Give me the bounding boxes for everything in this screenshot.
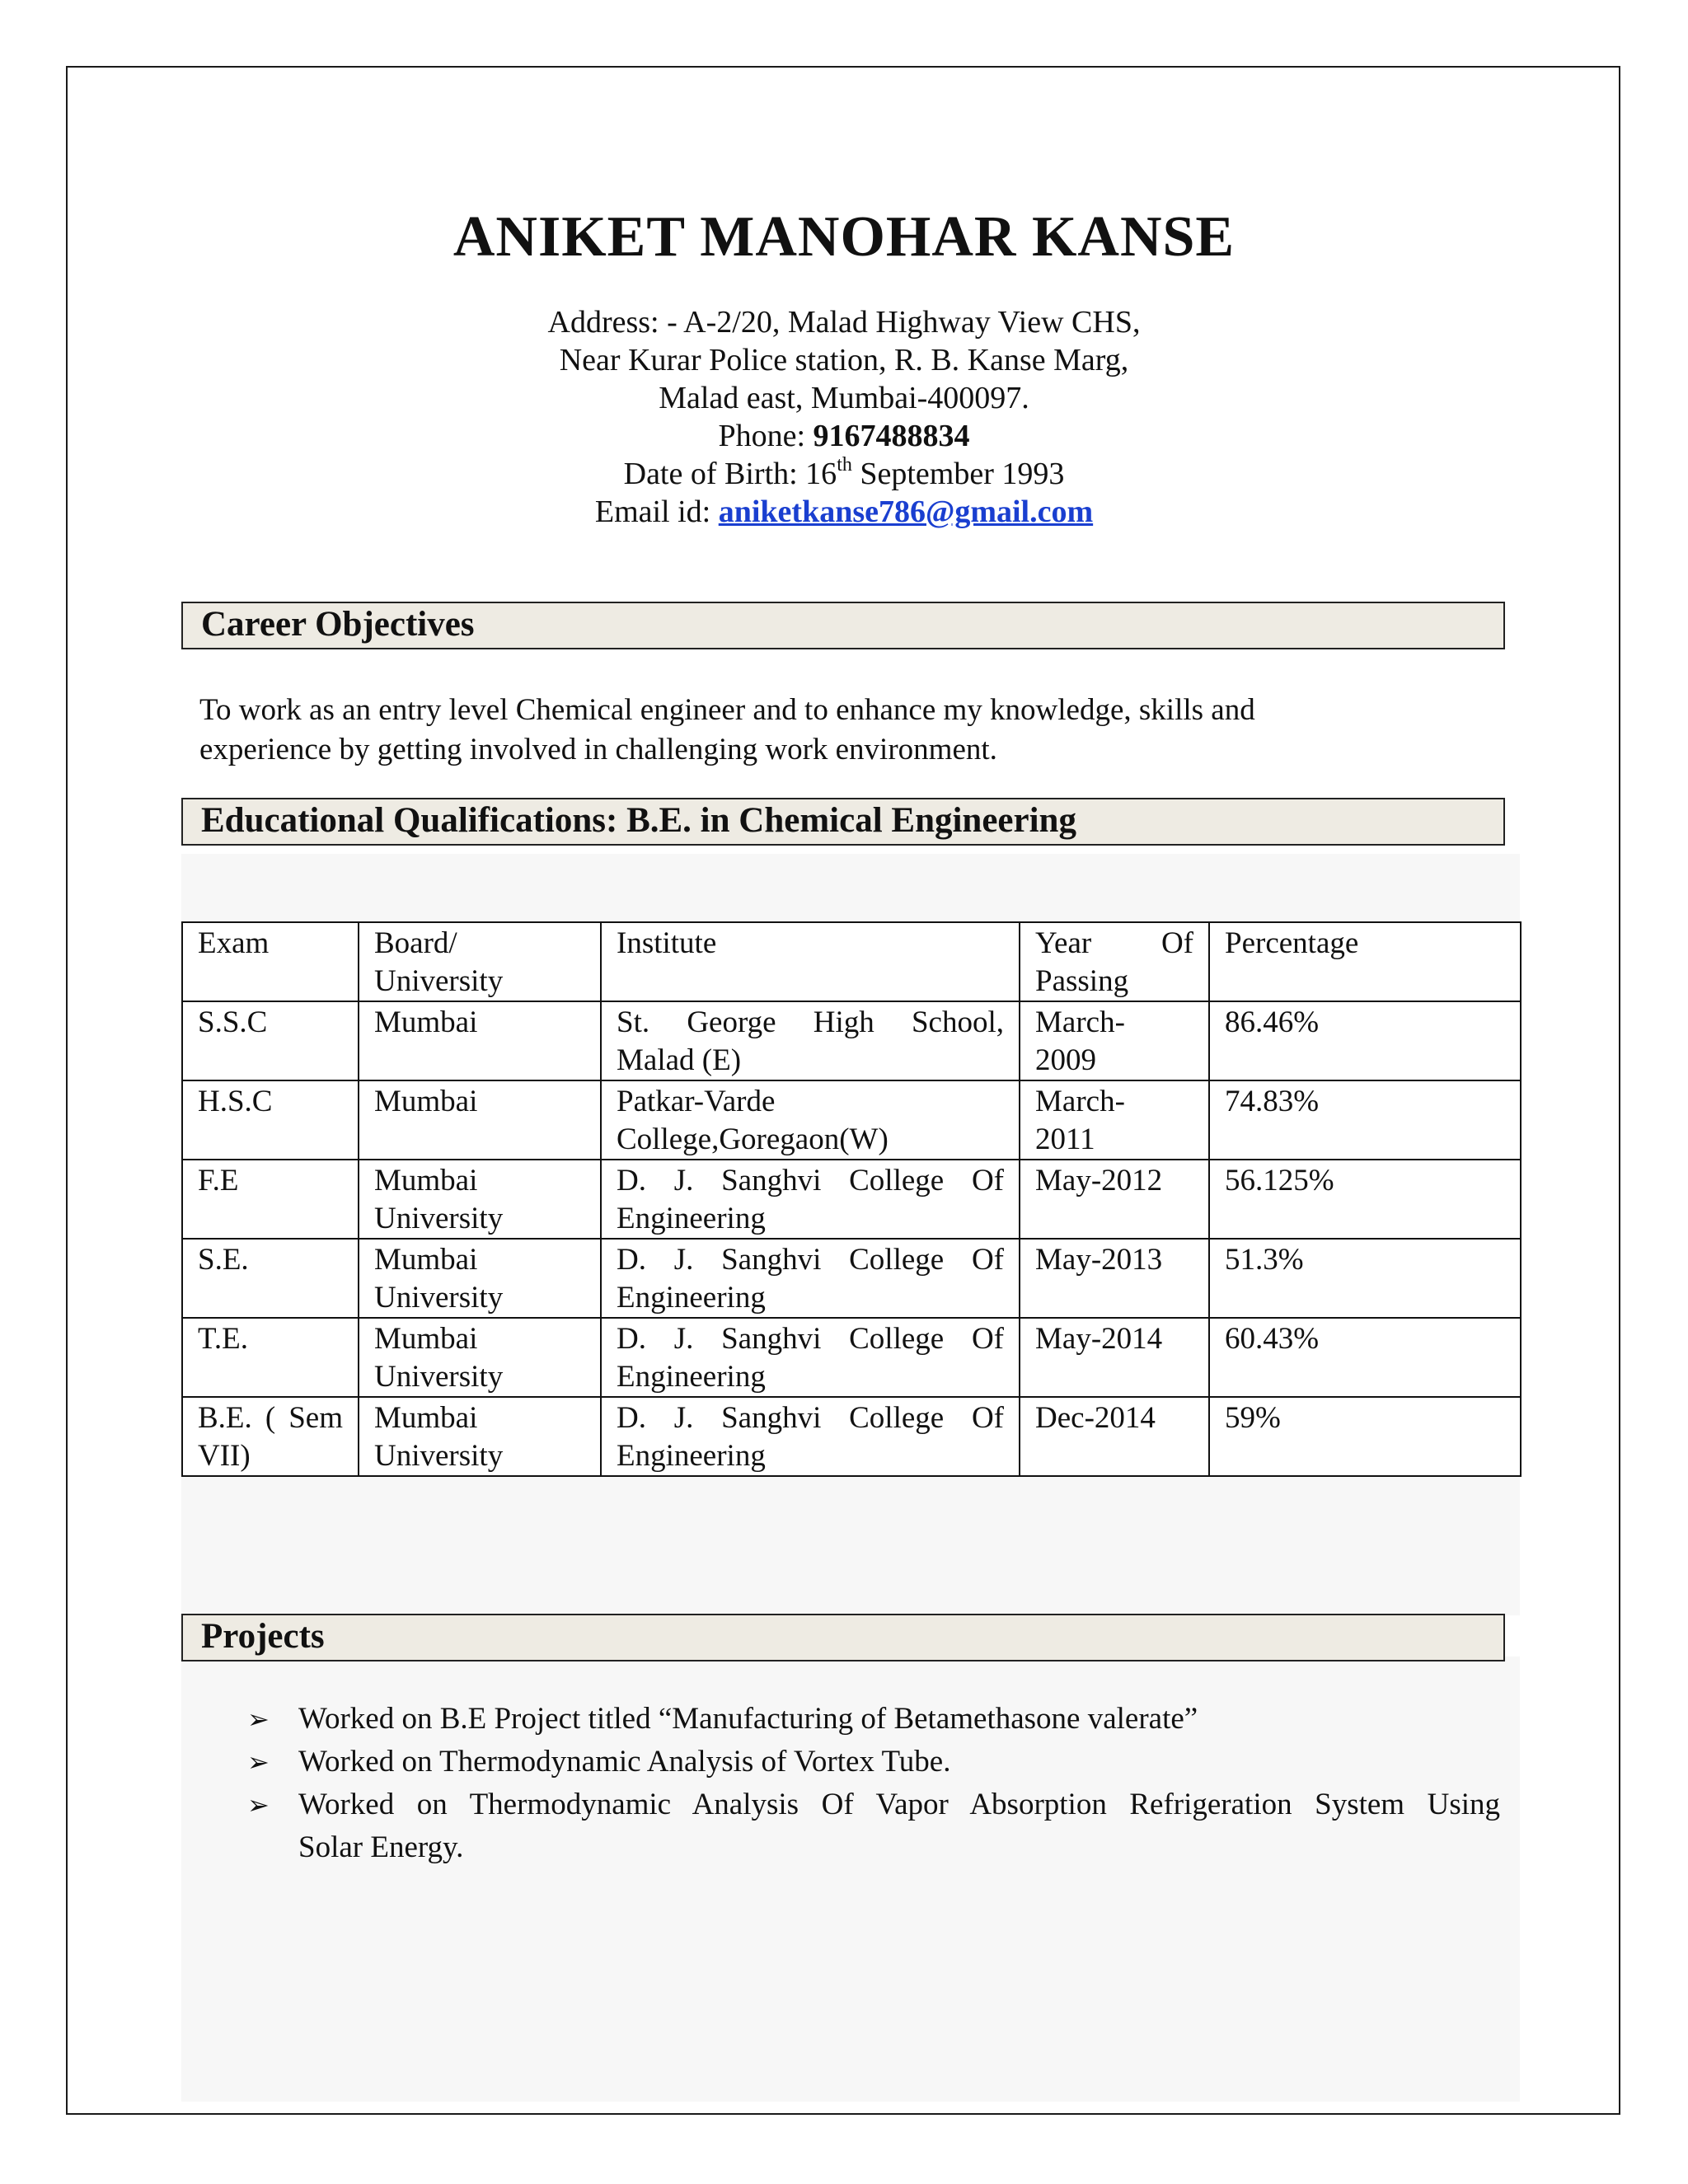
cell-exam	[182, 1160, 359, 1239]
objective-line-1: To work as an entry level Chemical engineer and to enhance my knowledge, skills and	[199, 693, 1255, 727]
cell-percentage: 59%	[1209, 1397, 1521, 1476]
email-line	[0, 493, 1688, 531]
cell-year	[1020, 1397, 1209, 1476]
cell-institute-line-2: Engineering	[617, 1360, 766, 1394]
cell-institute-line-1: D. J. Sanghvi College Of	[617, 1243, 1004, 1277]
dob-suffix: th	[837, 454, 852, 476]
education-table	[181, 921, 1522, 1477]
address-line-1: Address: - A-2/20, Malad Highway View CHS,	[547, 305, 1141, 340]
cell-board-line-2: University	[374, 1281, 504, 1315]
cell-board-line-1: Mumbai	[374, 1005, 478, 1039]
cell-board-line-1: Mumbai	[374, 1401, 478, 1435]
list-item	[247, 1741, 1500, 1783]
cell-institute-line-2: College,Goregaon(W)	[617, 1122, 889, 1156]
table-row	[182, 1239, 1521, 1318]
phone-label: Phone:	[718, 419, 814, 453]
cell-year	[1020, 1001, 1209, 1080]
cell-exam-line-1: F.E	[198, 1164, 239, 1197]
cell-year	[1020, 1239, 1209, 1318]
cell-institute-line-1: St. George High School,	[617, 1005, 1004, 1039]
cell-exam-line-1: H.S.C	[198, 1085, 273, 1118]
project-line-1: Worked on B.E Project titled “Manufacturing of Betamethasone valerate”	[298, 1702, 1198, 1736]
cell-year-line-1: May-2013	[1035, 1243, 1163, 1277]
list-item	[247, 1698, 1500, 1741]
header-board	[359, 922, 601, 1001]
cell-year-line-2: 2009	[1035, 1043, 1096, 1077]
cell-year	[1020, 1318, 1209, 1397]
arrow-bullet-icon: ➢	[247, 1704, 270, 1735]
candidate-name: ANIKET MANOHAR KANSE	[452, 205, 1236, 269]
cell-board	[359, 1239, 601, 1318]
table-row	[182, 1397, 1521, 1476]
cell-institute	[601, 1160, 1020, 1239]
cell-institute-line-2: Malad (E)	[617, 1043, 742, 1077]
projects-heading: Projects	[181, 1614, 1505, 1661]
cell-exam-line-2: VII)	[198, 1439, 251, 1473]
cell-institute-line-2: Engineering	[617, 1202, 766, 1235]
cell-board-line-2: University	[374, 1439, 504, 1473]
cell-year-line-1: Dec-2014	[1035, 1401, 1156, 1435]
cell-year-line-1: May-2014	[1035, 1322, 1163, 1356]
cell-exam-line-1: T.E.	[198, 1322, 248, 1356]
cell-exam	[182, 1397, 359, 1476]
cell-board-line-1: Mumbai	[374, 1322, 478, 1356]
table-row	[182, 1160, 1521, 1239]
cell-board	[359, 1080, 601, 1160]
cell-institute	[601, 1080, 1020, 1160]
cell-institute	[601, 1001, 1020, 1080]
table-row	[182, 1001, 1521, 1080]
header-year-line-2: Passing	[1035, 964, 1129, 998]
header-year-line-1: Year Of	[1035, 926, 1193, 960]
phone-number: 9167488834	[813, 419, 970, 453]
email-label: Email id:	[594, 494, 719, 529]
cell-exam	[182, 1239, 359, 1318]
projects-list	[247, 1698, 1500, 1869]
cell-institute	[601, 1397, 1020, 1476]
cell-board-line-1: Mumbai	[374, 1164, 478, 1197]
cell-institute-line-1: D. J. Sanghvi College Of	[617, 1322, 1004, 1356]
cell-institute	[601, 1318, 1020, 1397]
email-link[interactable]: aniketkanse786@gmail.com	[718, 494, 1094, 529]
cell-board	[359, 1001, 601, 1080]
cell-exam-line-1: B.E. ( Sem	[198, 1401, 343, 1435]
address-line-3: Malad east, Mumbai-400097.	[659, 381, 1029, 415]
list-item	[247, 1783, 1500, 1869]
arrow-bullet-icon: ➢	[247, 1746, 270, 1778]
cell-board-line-2: University	[374, 1360, 504, 1394]
cell-board-line-1: Mumbai	[374, 1085, 478, 1118]
header-percentage: Percentage	[1209, 922, 1521, 1001]
cell-exam	[182, 1080, 359, 1160]
address-line-2: Near Kurar Police station, R. B. Kanse Marg,	[559, 343, 1129, 377]
cell-percentage: 74.83%	[1209, 1080, 1521, 1160]
education-heading: Educational Qualifications: B.E. in Chemical Engineering	[181, 798, 1505, 846]
table-header-row	[182, 922, 1521, 1001]
header-board-line-2: University	[374, 964, 504, 998]
contact-block	[0, 303, 1688, 531]
career-objectives-heading: Career Objectives	[181, 602, 1505, 649]
cell-institute	[601, 1239, 1020, 1318]
project-line-2: Solar Energy.	[298, 1830, 464, 1864]
cell-year-line-1: May-2012	[1035, 1164, 1163, 1197]
cell-board-line-2: University	[374, 1202, 504, 1235]
table-row	[182, 1318, 1521, 1397]
header-year	[1020, 922, 1209, 1001]
cell-year-line-1: March-	[1035, 1005, 1125, 1039]
career-objective-text	[199, 691, 1386, 770]
header-exam: Exam	[182, 922, 359, 1001]
arrow-bullet-icon: ➢	[247, 1789, 270, 1821]
cell-board-line-1: Mumbai	[374, 1243, 478, 1277]
cell-year-line-2: 2011	[1035, 1122, 1095, 1156]
cell-institute-line-2: Engineering	[617, 1281, 766, 1315]
header-institute: Institute	[601, 922, 1020, 1001]
cell-institute-line-1: Patkar-Varde	[617, 1085, 776, 1118]
project-line-1: Worked on Thermodynamic Analysis Of Vapor Absorption Refrigeration System Using	[298, 1788, 1500, 1821]
cell-board	[359, 1397, 601, 1476]
cell-exam	[182, 1318, 359, 1397]
cell-board	[359, 1160, 601, 1239]
header-board-line-1: Board/	[374, 926, 457, 960]
cell-institute-line-1: D. J. Sanghvi College Of	[617, 1401, 1004, 1435]
dob-label: Date of Birth: 16	[623, 457, 837, 491]
cell-percentage: 86.46%	[1209, 1001, 1521, 1080]
cell-year	[1020, 1160, 1209, 1239]
table-row	[182, 1080, 1521, 1160]
dob-line	[0, 455, 1688, 493]
cell-board	[359, 1318, 601, 1397]
cell-percentage: 51.3%	[1209, 1239, 1521, 1318]
cell-exam-line-1: S.S.C	[198, 1005, 268, 1039]
cell-institute-line-1: D. J. Sanghvi College Of	[617, 1164, 1004, 1197]
cell-percentage: 60.43%	[1209, 1318, 1521, 1397]
phone-line	[0, 417, 1688, 455]
project-line-1: Worked on Thermodynamic Analysis of Vortex Tube.	[298, 1745, 951, 1779]
objective-line-2: experience by getting involved in challenging work environment.	[199, 733, 997, 766]
dob-rest: September 1993	[851, 457, 1065, 491]
cell-institute-line-2: Engineering	[617, 1439, 766, 1473]
cell-exam	[182, 1001, 359, 1080]
cell-year-line-1: March-	[1035, 1085, 1125, 1118]
cell-percentage: 56.125%	[1209, 1160, 1521, 1239]
cell-year	[1020, 1080, 1209, 1160]
cell-exam-line-1: S.E.	[198, 1243, 249, 1277]
